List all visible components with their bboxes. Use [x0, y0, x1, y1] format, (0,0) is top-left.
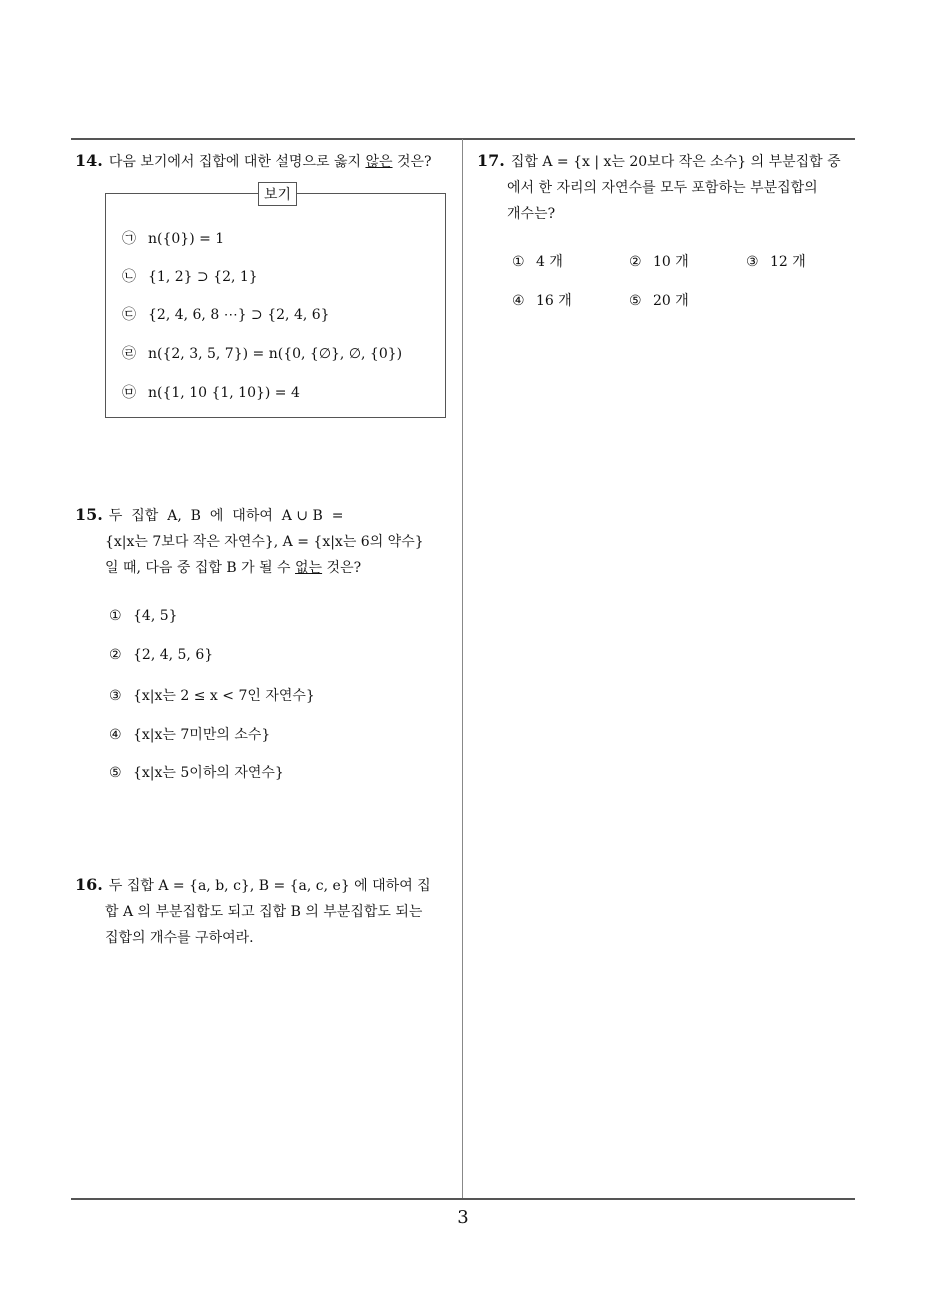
item-text: n({1, 10 {1, 10}) = 4	[148, 385, 300, 401]
choice-4[interactable]	[512, 290, 572, 310]
page-number: 3	[457, 1207, 469, 1228]
question-14	[75, 148, 460, 175]
stem-line: 두 집합 A, B 에 대하여 A ∪ B =	[108, 508, 344, 524]
stem-line: 합 A 의 부분집합도 되고 집합 B 의 부분집합도 되는	[105, 904, 423, 920]
choice-3[interactable]	[109, 685, 315, 705]
bogi-item	[122, 228, 224, 248]
bogi-item	[122, 304, 330, 324]
stem-text-end: 것은?	[322, 560, 362, 576]
stem-emphasis: 없는	[295, 560, 323, 576]
choice-number: ②	[629, 254, 642, 270]
stem-text: 다음 보기에서 집합에 대한 설명으로 옳지	[108, 154, 366, 170]
choice-4[interactable]	[109, 724, 270, 744]
stem-line: 집합의 개수를 구하여라.	[105, 930, 254, 946]
choice-3[interactable]	[746, 251, 806, 271]
choice-text: {x|x는 7미만의 소수}	[133, 727, 271, 743]
choice-2[interactable]	[629, 251, 689, 271]
item-mark: ㉤	[122, 385, 136, 401]
choice-number: ⑤	[629, 293, 642, 309]
stem-line: 두 집합 A = {a, b, c}, B = {a, c, e} 에 대하여 집	[108, 878, 431, 894]
item-mark: ㉡	[122, 269, 136, 285]
item-text: n({2, 3, 5, 7}) = n({0, {∅}, ∅, {0})	[148, 346, 403, 362]
top-rule	[71, 138, 855, 140]
question-15-stem	[75, 502, 460, 581]
stem-line: {x|x는 7보다 작은 자연수}, A = {x|x는 6의 약수}	[105, 534, 424, 550]
stem-line: 집합 A = {x | x는 20보다 작은 소수} 의 부분집합 중	[510, 154, 841, 170]
stem-text-end: 것은?	[392, 154, 432, 170]
question-number: 15.	[75, 505, 103, 524]
choice-number: ③	[109, 688, 122, 704]
choice-number: ①	[512, 254, 525, 270]
item-text: {1, 2} ⊃ {2, 1}	[148, 269, 258, 285]
choice-number: ②	[109, 647, 122, 663]
item-mark: ㉢	[122, 307, 136, 323]
bogi-box	[105, 187, 446, 418]
question-number: 17.	[477, 151, 505, 170]
item-text: n({0}) = 1	[148, 231, 225, 247]
choice-text: 12 개	[770, 254, 806, 270]
choice-5[interactable]	[629, 290, 689, 310]
choice-text: 16 개	[536, 293, 572, 309]
bogi-title: 보기	[258, 182, 297, 206]
question-16	[75, 872, 460, 951]
item-text: {2, 4, 6, 8 ⋯} ⊃ {2, 4, 6}	[148, 307, 330, 323]
bogi-item	[122, 343, 402, 363]
question-14-stem	[75, 148, 460, 175]
stem-line: 에서 한 자리의 자연수를 모두 포함하는 부분집합의	[507, 180, 818, 196]
choice-1[interactable]	[109, 608, 178, 624]
stem-text: 일 때, 다음 중 집합 B 가 될 수	[105, 560, 296, 576]
question-17	[477, 148, 862, 227]
choice-text: {2, 4, 5, 6}	[133, 647, 214, 663]
choice-text: {4, 5}	[133, 608, 178, 624]
choice-1[interactable]	[512, 251, 563, 271]
bottom-rule	[71, 1198, 855, 1200]
bogi-item	[122, 266, 258, 286]
column-divider	[462, 139, 463, 1199]
choice-text: 4 개	[536, 254, 563, 270]
question-16-stem	[75, 872, 460, 951]
choice-5[interactable]	[109, 762, 284, 782]
stem-line-3	[75, 555, 460, 581]
choice-number: ①	[109, 608, 122, 624]
item-mark: ㉣	[122, 346, 136, 362]
choice-number: ③	[746, 254, 759, 270]
choice-text: 20 개	[653, 293, 689, 309]
choice-number: ④	[512, 293, 525, 309]
choice-text: {x|x는 5이하의 자연수}	[133, 765, 284, 781]
bogi-item	[122, 382, 300, 402]
question-15	[75, 502, 460, 581]
question-number: 16.	[75, 875, 103, 894]
question-number: 14.	[75, 151, 103, 170]
stem-line: 개수는?	[507, 206, 556, 222]
item-mark: ㉠	[122, 231, 136, 247]
stem-emphasis: 않은	[365, 154, 393, 170]
choice-text: {x|x는 2 ≤ x < 7인 자연수}	[133, 688, 315, 704]
choice-number: ④	[109, 727, 122, 743]
choice-2[interactable]	[109, 647, 213, 663]
choice-number: ⑤	[109, 765, 122, 781]
question-17-stem	[477, 148, 862, 227]
choice-text: 10 개	[653, 254, 689, 270]
